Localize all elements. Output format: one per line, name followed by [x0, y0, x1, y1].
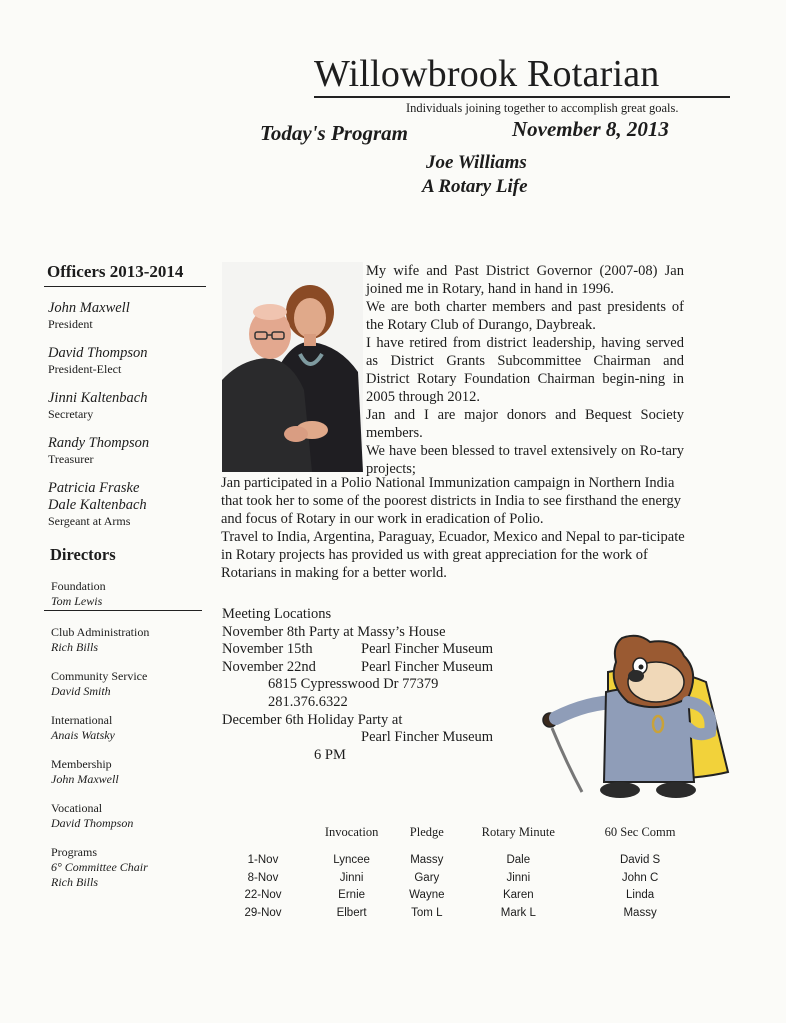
cartoon-mascot-image [538, 632, 732, 802]
couple-photo-illustration [222, 262, 363, 472]
meeting-date: November 22nd [222, 658, 316, 675]
director-name: David Smith [51, 684, 111, 698]
program-talk-title: A Rotary Life [422, 176, 528, 197]
newsletter-title: Willowbrook Rotarian [314, 53, 660, 95]
schedule-pledge: Gary [414, 871, 440, 884]
schedule-invocation: Jinni [339, 871, 364, 884]
program-speaker: Joe Williams [426, 152, 527, 173]
officer-role: Treasurer [48, 452, 94, 466]
director-international [51, 713, 210, 743]
officer-president-elect [48, 345, 210, 377]
bio-paragraph: Jan and I are major donors and Bequest Society members. [366, 407, 684, 441]
director-name: 6° Committee Chair [51, 860, 148, 874]
bio-paragraph: We have been blessed to travel extensively on Ro-tary projects; [366, 443, 684, 477]
meeting-phone: 281.376.6322 [268, 693, 348, 710]
director-name: Anais Watsky [51, 728, 115, 742]
meeting-place: Pearl Fincher Museum [361, 641, 494, 658]
schedule-rotary-minute: Jinni [506, 871, 531, 884]
meeting-nov15 [222, 641, 542, 659]
meeting-heading: Meeting Locations [222, 606, 332, 622]
director-club-administration [51, 625, 210, 655]
officer-role: Sergeant at Arms [48, 514, 131, 528]
director-foundation [51, 579, 210, 611]
director-name: Rich Bills [51, 875, 98, 889]
schedule-header-invocation: Invocation [324, 825, 379, 839]
meeting-nov22 [222, 659, 542, 677]
director-community-service [51, 669, 210, 699]
director-area: Vocational [51, 801, 103, 815]
director-membership [51, 757, 210, 787]
duty-schedule [220, 824, 700, 922]
director-area: Club Administration [51, 625, 150, 639]
bio-paragraph: My wife and Past District Governor (2007-08) Jan joined me in Rotary, hand in hand in 1996. [366, 263, 684, 297]
director-name: John Maxwell [51, 772, 119, 786]
schedule-header-date [220, 824, 306, 852]
meeting-address: 6815 Cypresswood Dr 77379 [268, 676, 439, 693]
schedule-date: 1-Nov [247, 854, 279, 866]
meeting-dec6-time: 6 PM [314, 746, 346, 763]
schedule-invocation: Ernie [338, 889, 366, 902]
officer-treasurer [48, 435, 210, 467]
bio-text-beside-photo [366, 262, 684, 478]
schedule-header-pledge: Pledge [409, 825, 444, 839]
officer-role: President-Elect [48, 362, 122, 376]
schedule-pledge: Massy [410, 854, 444, 866]
program-date: November 8, 2013 [512, 117, 669, 141]
table-row [220, 887, 700, 905]
director-area: Community Service [51, 669, 148, 683]
schedule-60-sec-comm: David S [619, 854, 661, 866]
director-vocational [51, 801, 210, 831]
schedule-invocation: Lyncee [333, 854, 370, 866]
schedule-rotary-minute: Karen [502, 889, 534, 902]
schedule-60-sec-comm: Linda [626, 889, 655, 902]
officer-name: David Thompson [48, 345, 148, 361]
officer-name: John Maxwell [48, 300, 130, 316]
bio-paragraph: Travel to India, Argentina, Paraguay, Ecuador, Mexico and Nepal to par-ticipate in Rotary projects has provided us with great appreciation for the work of Rotarians in making for a better world. [221, 529, 685, 581]
sidebar [44, 262, 210, 890]
meeting-dec6-place: Pearl Fincher Museum [361, 729, 494, 746]
bio-text-full-width [221, 474, 685, 582]
schedule-rotary-minute: Dale [506, 854, 531, 866]
officer-name: Randy Thompson [48, 435, 150, 451]
schedule-date: 8-Nov [247, 871, 279, 884]
officers-rule [44, 286, 206, 287]
officer-name: Dale Kaltenbach [48, 497, 147, 513]
director-area: Foundation [51, 579, 106, 593]
officer-name: Patricia Fraske [48, 480, 140, 496]
officer-president [48, 300, 210, 332]
directors-heading: Directors [50, 545, 116, 564]
officer-role: Secretary [48, 407, 94, 421]
speaker-photo [222, 262, 363, 472]
duty-schedule-table [220, 824, 700, 922]
table-row [220, 870, 700, 888]
director-name: Rich Bills [51, 640, 98, 654]
schedule-pledge: Wayne [409, 889, 445, 902]
meeting-dec6: December 6th Holiday Party at [222, 711, 403, 728]
schedule-header-rotary-minute: Rotary Minute [481, 825, 555, 839]
bio-paragraph: I have retired from district leadership, having served as District Grants Subcommittee Chairman and District Rotary Foundation Chairman begin-ning in 2005 through 2012. [366, 335, 684, 405]
schedule-pledge: Tom L [411, 906, 443, 919]
director-area: Membership [51, 757, 112, 771]
director-name: Tom Lewis [51, 594, 103, 608]
schedule-60-sec-comm: John C [621, 871, 659, 884]
director-programs [51, 845, 210, 890]
bio-paragraph: We are both charter members and past presidents of the Rotary Club of Durango, Daybreak. [366, 299, 684, 333]
schedule-date: 22-Nov [244, 889, 282, 902]
meeting-nov8: November 8th Party at Massy’s House [222, 623, 446, 640]
officer-name: Jinni Kaltenbach [48, 390, 148, 406]
mascot-illustration [538, 632, 732, 802]
schedule-header-row [220, 824, 700, 852]
schedule-header-60-sec-comm: 60 Sec Comm [604, 825, 676, 839]
schedule-60-sec-comm: Massy [623, 906, 657, 919]
meeting-date: November 15th [222, 641, 313, 658]
director-area: Programs [51, 845, 97, 859]
masthead-rule [314, 96, 730, 98]
directors-rule [44, 610, 202, 611]
director-name: David Thompson [51, 816, 134, 830]
meeting-locations [222, 606, 542, 764]
table-row [220, 905, 700, 923]
newsletter-tagline: Individuals joining together to accomplish great goals. [406, 101, 679, 115]
table-row [220, 852, 700, 870]
schedule-rotary-minute: Mark L [500, 906, 536, 919]
officer-sergeant-at-arms [48, 480, 210, 529]
officer-role: President [48, 317, 93, 331]
officer-secretary [48, 390, 210, 422]
program-label: Today's Program [260, 121, 408, 145]
officers-heading: Officers 2013-2014 [47, 262, 184, 281]
schedule-invocation: Elbert [336, 906, 367, 919]
schedule-date: 29-Nov [244, 906, 282, 919]
meeting-place: Pearl Fincher Museum [361, 658, 494, 675]
director-area: International [51, 713, 113, 727]
bio-paragraph: Jan participated in a Polio National Immunization campaign in Northern India that took her to some of the poorest districts in India to see firsthand the energy and focus of Rotary in our work in eradication of Polio. [221, 475, 681, 527]
